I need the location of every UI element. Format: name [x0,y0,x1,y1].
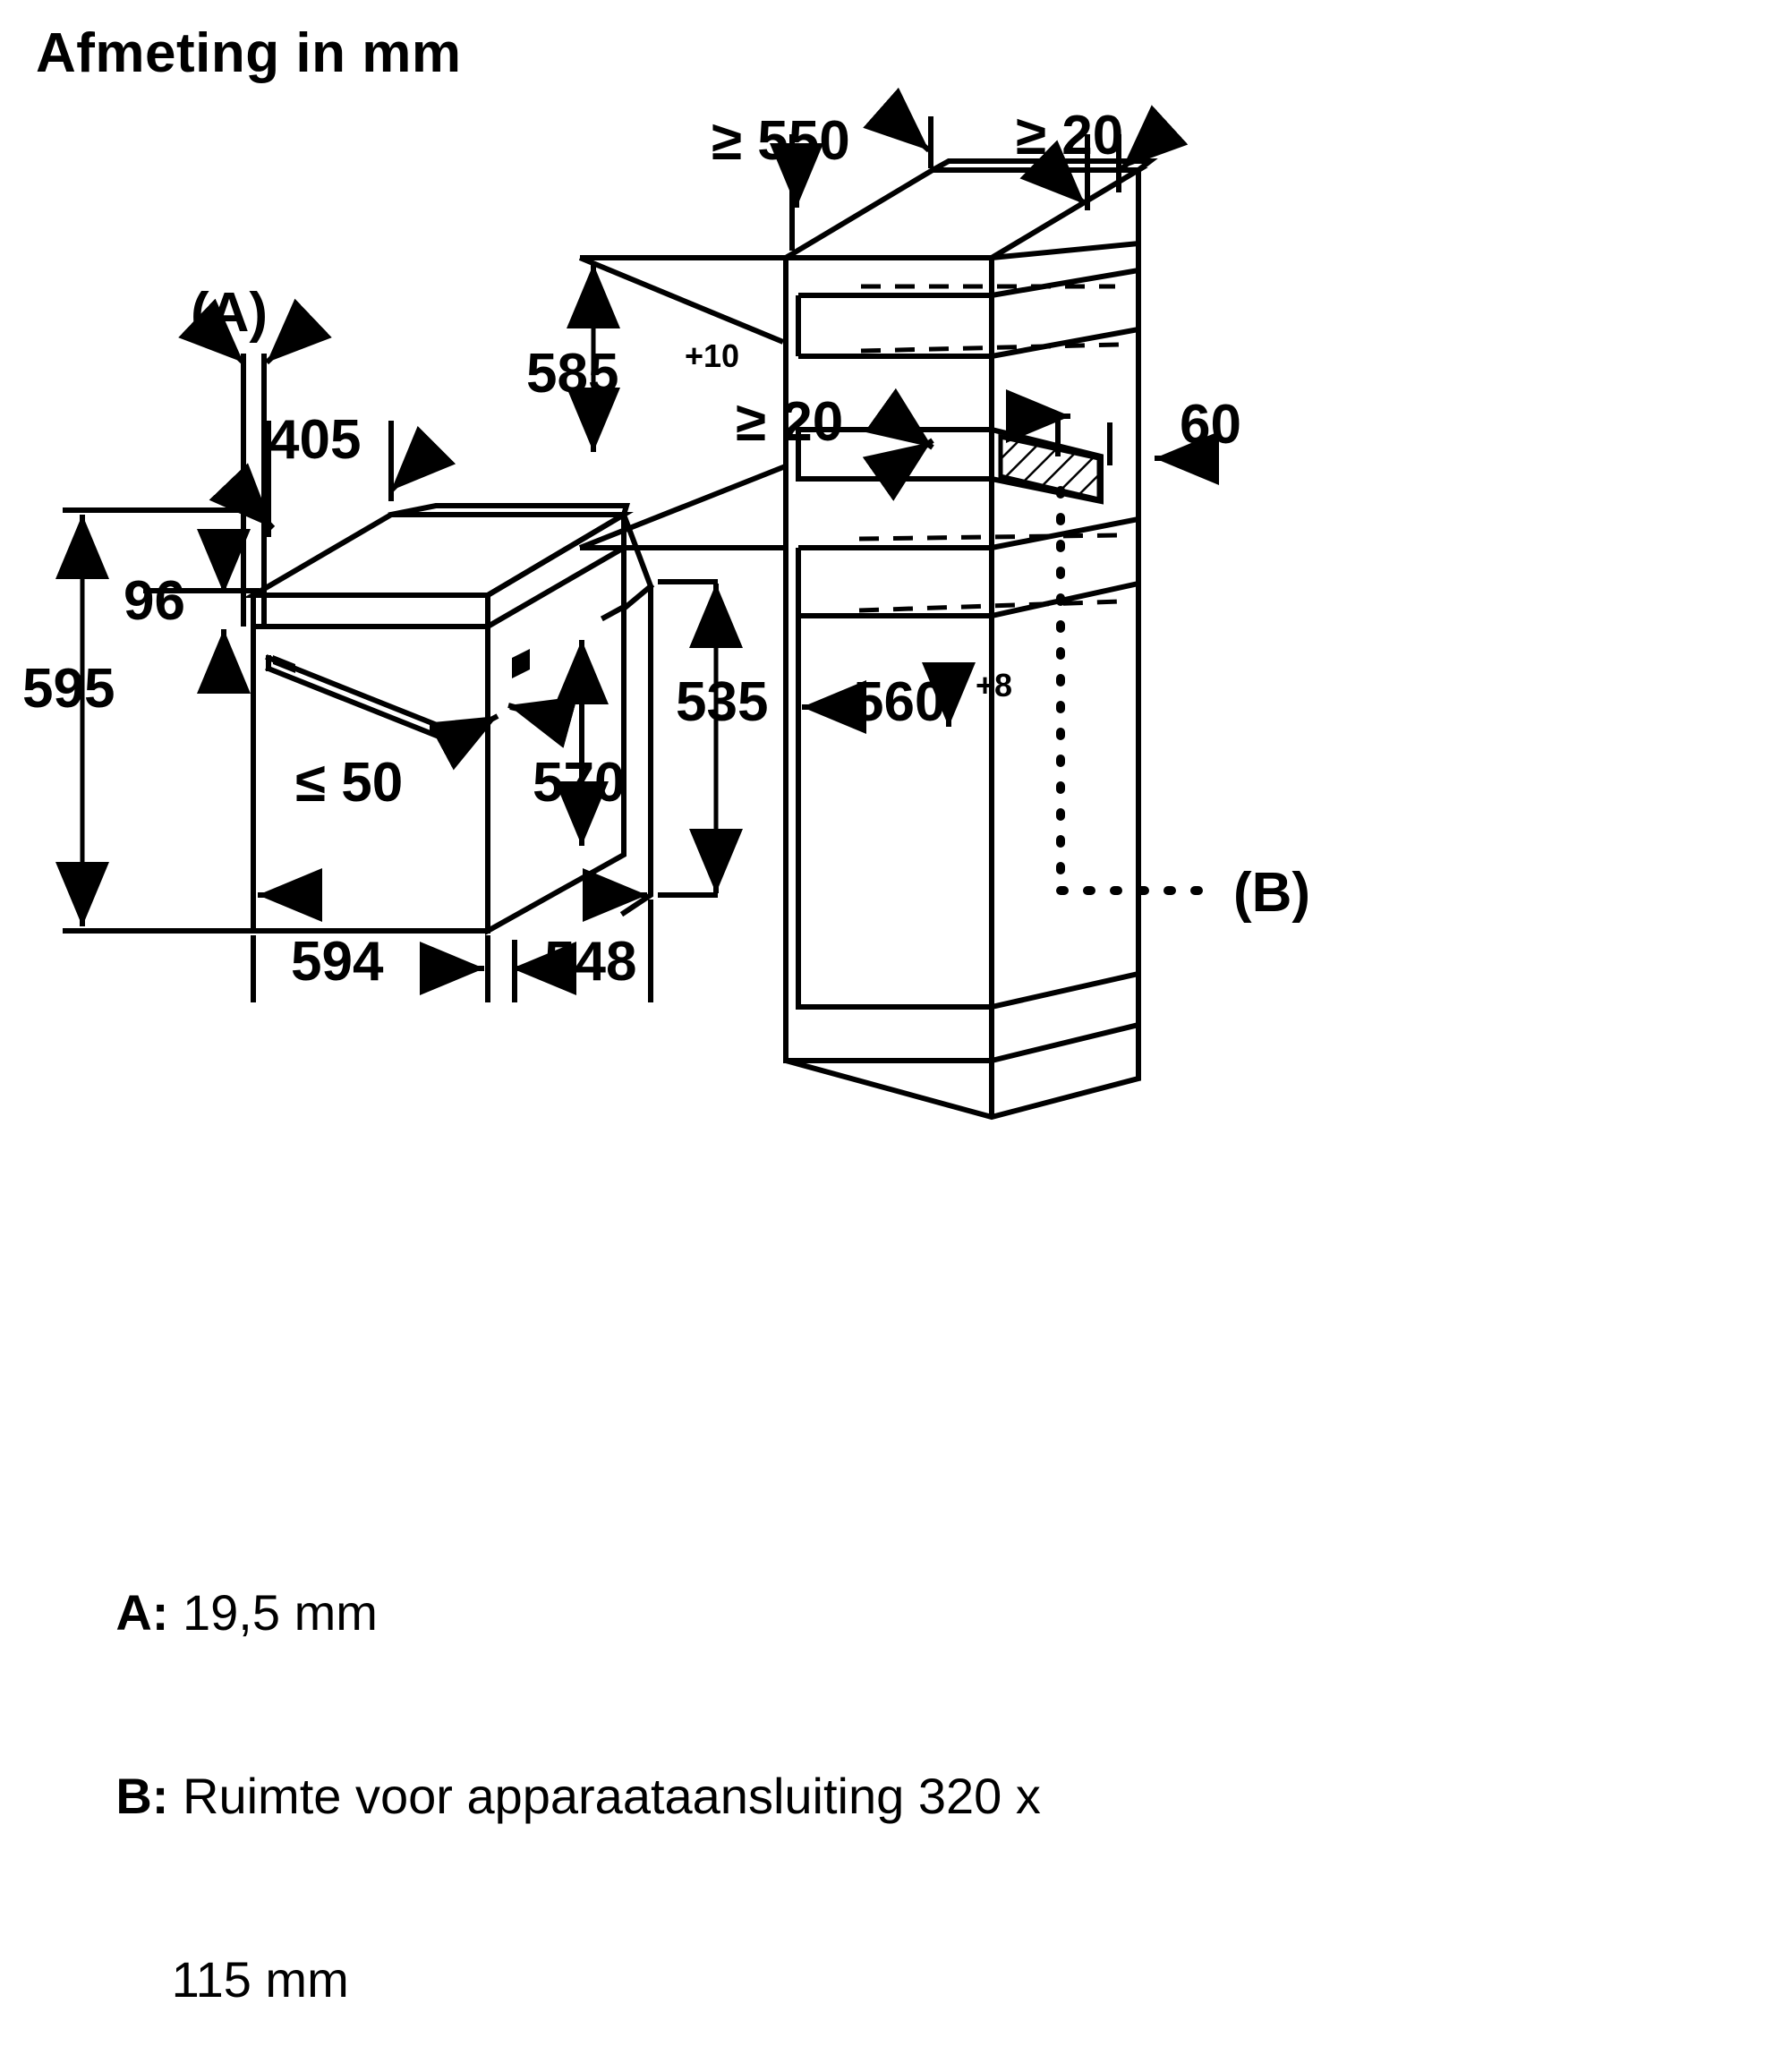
legend-key-a: A: [115,1584,169,1641]
page-title: Afmeting in mm [36,22,462,84]
label-405: 405 [268,409,362,471]
label-560-tolerance: +8 [976,667,1013,703]
cabinet-drawing [786,161,1150,1117]
legend-key-b: B: [115,1768,169,1825]
label-585: 585 [526,343,619,405]
oven-dimension-lines [63,327,718,1002]
label-570: 570 [533,752,626,814]
label-marker-a: (A) [191,282,268,344]
label-min550: ≥ 550 [712,110,850,172]
cabinet-dimension-lines [580,116,1217,891]
label-548: 548 [544,931,637,993]
legend-text-a: 19,5 mm [168,1584,378,1641]
oven-drawing [253,506,651,931]
legend-text-b-cont: 115 mm [115,1951,349,2008]
label-min20-shelf: ≥ 20 [736,391,844,453]
label-585-tolerance: +10 [685,337,740,374]
legend-row-a [32,1522,1733,1705]
label-marker-b: (B) [1233,862,1311,924]
label-min20-top: ≥ 20 [1016,105,1124,166]
label-535: 535 [676,671,769,733]
legend [32,1522,1733,2072]
legend-row-b-cont [32,1889,1733,2072]
label-60: 60 [1180,394,1241,456]
label-96: 96 [124,570,185,632]
legend-row-b [32,1705,1733,1889]
label-max50: ≤ 50 [295,752,404,814]
label-594: 594 [291,931,384,993]
label-595: 595 [22,658,115,720]
label-560: 560 [853,671,946,733]
legend-text-b: Ruimte voor apparaataansluiting 320 x [168,1768,1041,1825]
